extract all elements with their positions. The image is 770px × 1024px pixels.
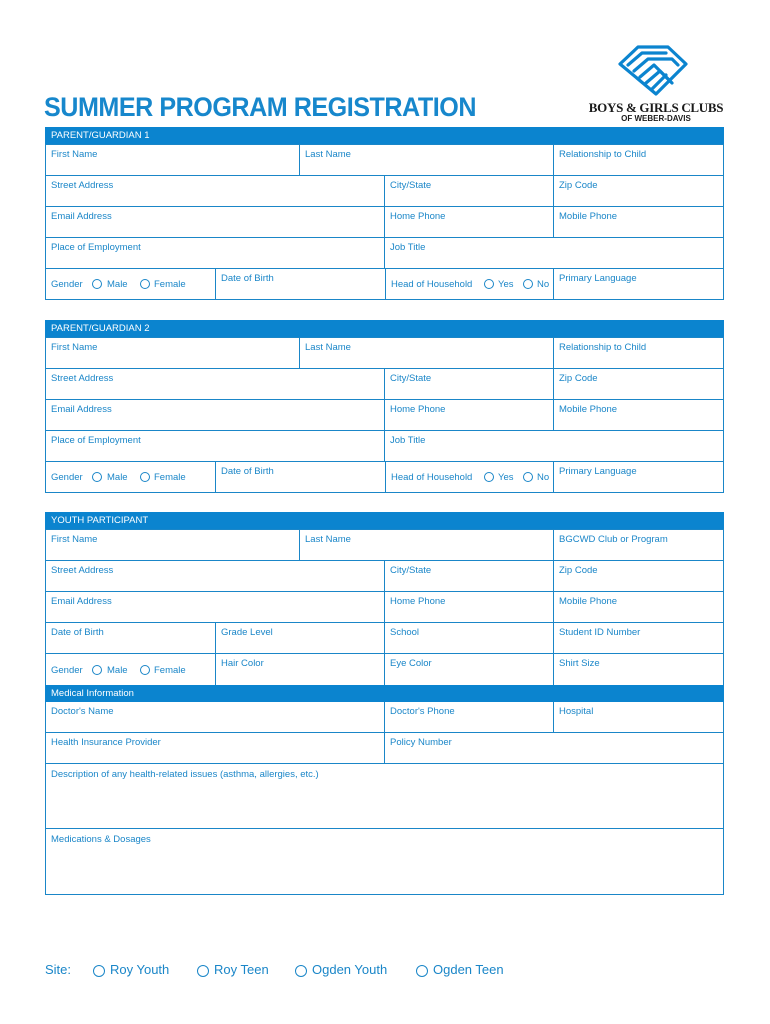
field-label: Street Address [51,373,114,384]
site-roy-teen-radio[interactable] [197,965,209,977]
field-label: First Name [51,149,98,160]
y-last-name-field[interactable] [300,530,554,561]
g2-job-title-field[interactable] [385,431,723,462]
g2-yes-radio[interactable] [484,472,494,482]
g2-no-radio[interactable] [523,472,533,482]
field-label: BGCWD Club or Program [559,534,668,545]
field-label: Doctor's Phone [390,706,455,717]
guardian1-section [45,144,724,300]
g2-gender-group [46,462,216,492]
field-label: Description of any health-related issues (asthma, allergies, etc.) [51,769,319,780]
g2-email-field[interactable] [46,400,385,431]
g2-home-phone-field[interactable] [385,400,554,431]
g1-female-radio[interactable] [140,279,150,289]
g2-head-of-household-group [385,462,554,492]
guardian1-header: PARENT/GUARDIAN 1 [45,127,724,144]
y-student-id-field[interactable] [554,623,723,654]
field-label: Doctor's Name [51,706,114,717]
g1-employment-field[interactable] [46,238,385,269]
field-label: Email Address [51,596,112,607]
site-label: Site: [45,962,72,977]
y-female-radio[interactable] [140,665,150,675]
site-ogden-youth-radio[interactable] [295,965,307,977]
g2-street-field[interactable] [46,369,385,400]
y-street-field[interactable] [46,561,385,592]
g1-city-field[interactable] [385,176,554,207]
field-label: Primary Language [559,273,637,284]
field-label: Relationship to Child [559,342,647,353]
option-label: No [537,472,550,483]
site-ogden-teen-radio[interactable] [416,965,428,977]
field-label: Email Address [51,211,112,222]
g1-street-field[interactable] [46,176,385,207]
g2-first-name-field[interactable] [46,338,300,369]
g1-relationship-field[interactable] [554,145,723,176]
option-label: Male [107,472,128,483]
field-label: First Name [51,342,98,353]
g2-zip-field[interactable] [554,369,723,400]
option-label: Female [154,472,186,483]
g1-job-title-field[interactable] [385,238,723,269]
guardian2-section [45,337,724,493]
y-email-field[interactable] [46,592,385,623]
field-label: Job Title [390,435,426,446]
field-label: Mobile Phone [559,404,618,415]
g2-male-radio[interactable] [92,472,102,482]
field-label: City/State [390,565,432,576]
field-label: Zip Code [559,373,598,384]
field-label: Mobile Phone [559,211,618,222]
field-label: Head of Household [391,472,473,483]
logo-subtitle: OF WEBER-DAVIS [621,114,691,123]
m-insurance-field[interactable] [46,733,385,764]
g1-yes-radio[interactable] [484,279,494,289]
g2-employment-field[interactable] [46,431,385,462]
y-male-radio[interactable] [92,665,102,675]
m-medications-field[interactable] [46,829,723,893]
field-label: Email Address [51,404,112,415]
field-label: City/State [390,373,432,384]
field-label: Home Phone [390,211,446,222]
field-label: First Name [51,534,98,545]
field-label: Last Name [305,534,351,545]
field-label: Home Phone [390,596,446,607]
g1-male-radio[interactable] [92,279,102,289]
site-roy-youth-radio[interactable] [93,965,105,977]
field-label: Zip Code [559,180,598,191]
medical-header: Medical Information [45,685,724,702]
site-option-label: Ogden Youth [312,962,388,977]
field-label: Policy Number [390,737,452,748]
y-grade-field[interactable] [216,623,385,654]
field-label: Gender [51,279,83,290]
m-policy-field[interactable] [385,733,723,764]
g1-no-radio[interactable] [523,279,533,289]
m-health-issues-field[interactable] [46,764,723,829]
g1-head-of-household-group [385,269,554,299]
g1-language-field[interactable] [554,269,723,299]
y-home-phone-field[interactable] [385,592,554,623]
field-label: Shirt Size [559,658,600,669]
g1-first-name-field[interactable] [46,145,300,176]
field-label: Place of Employment [51,435,141,446]
g1-dob-field[interactable] [216,269,385,299]
y-eye-color-field[interactable] [385,654,554,685]
field-label: Date of Birth [51,627,104,638]
field-label: Medications & Dosages [51,834,151,845]
g1-email-field[interactable] [46,207,385,238]
option-label: Male [107,665,128,676]
field-label: Street Address [51,565,114,576]
logo-name: BOYS & GIRLS CLUBS [588,100,724,115]
guardian2-header: PARENT/GUARDIAN 2 [45,320,724,337]
y-gender-group [46,654,216,685]
option-label: Female [154,665,186,676]
field-label: Mobile Phone [559,596,618,607]
field-label: Hair Color [221,658,264,669]
field-label: Gender [51,472,83,483]
medical-section [45,702,724,895]
field-label: Last Name [305,149,351,160]
field-label: Gender [51,665,83,676]
g1-mobile-phone-field[interactable] [554,207,723,238]
site-option-label: Ogden Teen [433,962,504,977]
field-label: Street Address [51,180,114,191]
field-label: Primary Language [559,466,637,477]
field-label: Relationship to Child [559,149,647,160]
y-school-field[interactable] [385,623,554,654]
club-logo [584,44,728,124]
field-label: School [390,627,420,638]
g1-last-name-field[interactable] [300,145,554,176]
option-label: Yes [498,472,514,483]
g1-zip-field[interactable] [554,176,723,207]
field-label: Date of Birth [221,273,274,284]
option-label: Male [107,279,128,290]
page-title: SUMMER PROGRAM REGISTRATION [44,92,476,122]
option-label: Female [154,279,186,290]
field-label: Date of Birth [221,466,274,477]
g2-city-field[interactable] [385,369,554,400]
site-option-label: Roy Youth [110,962,170,977]
g2-relationship-field[interactable] [554,338,723,369]
g2-language-field[interactable] [554,462,723,492]
site-option-label: Roy Teen [214,962,269,977]
option-label: Yes [498,279,514,290]
y-hair-color-field[interactable] [216,654,385,685]
g2-dob-field[interactable] [216,462,385,492]
m-hospital-field[interactable] [554,702,723,733]
field-label: City/State [390,180,432,191]
field-label: Grade Level [221,627,273,638]
field-label: Eye Color [390,658,432,669]
y-mobile-phone-field[interactable] [554,592,723,623]
field-label: Zip Code [559,565,598,576]
field-label: Head of Household [391,279,473,290]
y-club-field[interactable] [554,530,723,561]
youth-header: YOUTH PARTICIPANT [45,512,724,529]
g1-gender-group [46,269,216,299]
field-label: Health Insurance Provider [51,737,161,748]
y-dob-field[interactable] [46,623,216,654]
m-doctor-name-field[interactable] [46,702,385,733]
field-label: Student ID Number [559,627,641,638]
field-label: Hospital [559,706,594,717]
youth-section [45,529,724,685]
g2-female-radio[interactable] [140,472,150,482]
g2-last-name-field[interactable] [300,338,554,369]
g1-home-phone-field[interactable] [385,207,554,238]
hands-logo-icon [616,44,694,98]
y-city-field[interactable] [385,561,554,592]
field-label: Last Name [305,342,351,353]
g2-mobile-phone-field[interactable] [554,400,723,431]
m-doctor-phone-field[interactable] [385,702,554,733]
y-shirt-size-field[interactable] [554,654,723,685]
y-zip-field[interactable] [554,561,723,592]
option-label: No [537,279,550,290]
field-label: Place of Employment [51,242,141,253]
field-label: Home Phone [390,404,446,415]
y-first-name-field[interactable] [46,530,300,561]
field-label: Job Title [390,242,426,253]
